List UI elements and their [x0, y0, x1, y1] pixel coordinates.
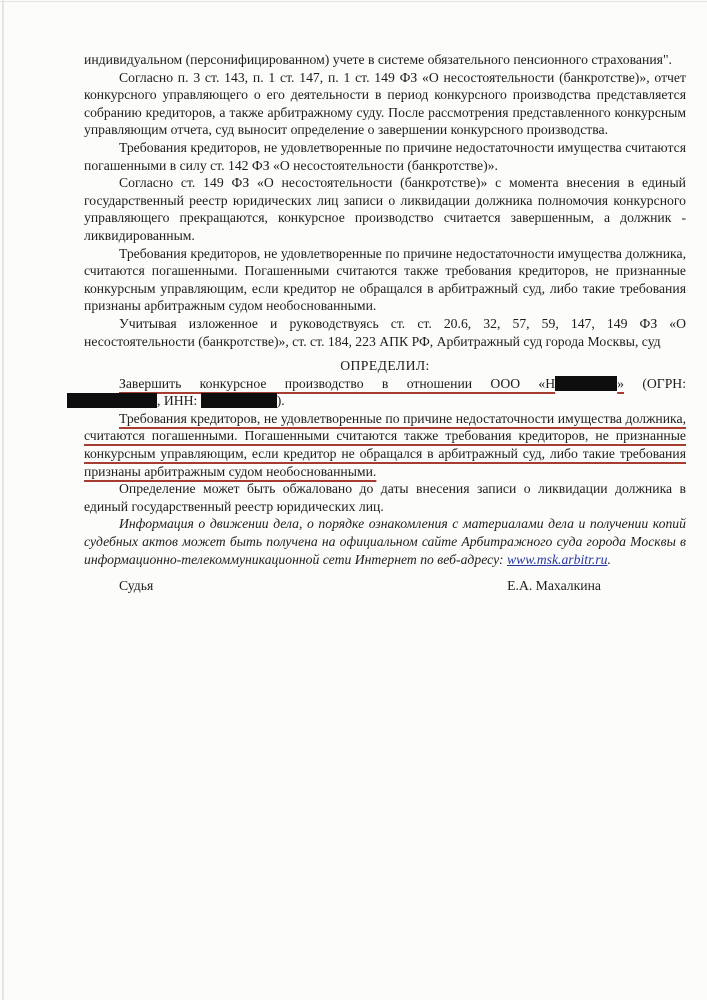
red-underlined-text: Требования кредиторов, не удовлетворенные по причине недостаточности имущества должника, считаются погашенными. Погашенными считаются также требования кредиторов, не признанные конкурсным управляющим, если кредитор не обращался в арбитражный суд, либо такие требования признаны арбитражным судом необоснованными.	[84, 410, 686, 479]
operative-clause-ogrn-inn-line	[84, 392, 686, 410]
paragraph-case-info	[84, 515, 686, 568]
inn-label: , ИНН:	[157, 393, 201, 409]
operative-close-quote: »	[617, 375, 624, 391]
case-info-text: Информация о движении дела, о порядке ознакомления с материалами дела и получении копий судебных актов может быть получена на официальном сайте Арбитражного суда города Москвы в информационно-телекоммуникационной сети Интернет по веб-адресу:	[84, 516, 686, 567]
paragraph-claims-settled-142: Требования кредиторов, не удовлетворенные по причине недостаточности имущества считаются погашенными в силу ст. 142 ФЗ «О несостоятельности (банкротстве)».	[84, 139, 686, 173]
redaction-box-inn-value	[201, 393, 277, 408]
paragraph-pension-insurance-continuation: индивидуальном (персонифицированном) учете в системе обязательного пенсионного страхования".	[84, 52, 672, 67]
redaction-box-ogrn-value	[67, 393, 157, 408]
ruling-heading: ОПРЕДЕЛИЛ:	[340, 358, 430, 374]
paragraph-appeal-rights: Определение может быть обжаловано до даты внесения записи о ликвидации должника в единый государственный реестр юридических лиц.	[84, 481, 686, 514]
paragraph-legal-basis: Учитывая изложенное и руководствуясь ст. ст. 20.6, 32, 57, 59, 147, 149 ФЗ «О несостоятельности (банкротстве)», ст. ст. 184, 223 АПК РФ, Арбитражный суд города Москвы, суд	[84, 315, 686, 349]
operative-text-start: Завершить конкурсное производство в отношении ООО «Н	[119, 375, 556, 391]
ogrn-label: (ОГРН:	[624, 375, 686, 391]
case-info-period: .	[607, 551, 611, 567]
scan-edge-top-artifact	[0, 1, 707, 2]
red-underlined-text	[119, 376, 624, 391]
closing-paren: ).	[276, 393, 285, 409]
signature-row	[84, 577, 686, 595]
paragraph-law-143-147-149: Согласно п. 3 ст. 143, п. 1 ст. 147, п. 1 ст. 149 ФЗ «О несостоятельности (банкротстве)», отчет конкурсного управляющего о его деятельности в период конкурсного производства представляется собранию кредиторов, а также арбитражному суду. После рассмотрения представленного конкурсным управляющим отчета, суд выносит определение о завершении конкурсного производства.	[84, 69, 686, 138]
redaction-box-company-name	[555, 376, 617, 391]
paragraph-claims-unrecognized: Требования кредиторов, не удовлетворенные по причине недостаточности имущества должника, считаются погашенными. Погашенными считаются также требования кредиторов, не признанные конкурсным управляющим, если кредитор не обращался в арбитражный суд, либо такие требования признаны арбитражным судом необоснованными.	[84, 245, 686, 314]
scan-edge-left-artifact	[2, 0, 4, 1000]
court-website-link[interactable]: www.msk.arbitr.ru	[506, 551, 608, 567]
operative-clause-terminate-proceedings	[84, 375, 686, 393]
judge-label: Судья	[119, 578, 154, 594]
document-body	[84, 51, 686, 595]
paragraph-law-149-liquidation: Согласно ст. 149 ФЗ «О несостоятельности (банкротстве)» с момента внесения в единый государственный реестр юридических лиц записи о ликвидации должника полномочия конкурсного управляющего прекращаются, конкурсное производство считается завершенным, а должник - ликвидированным.	[84, 175, 686, 243]
judge-name: Е.А. Махалкина	[507, 578, 601, 594]
operative-clause-claims-settled	[84, 410, 686, 480]
